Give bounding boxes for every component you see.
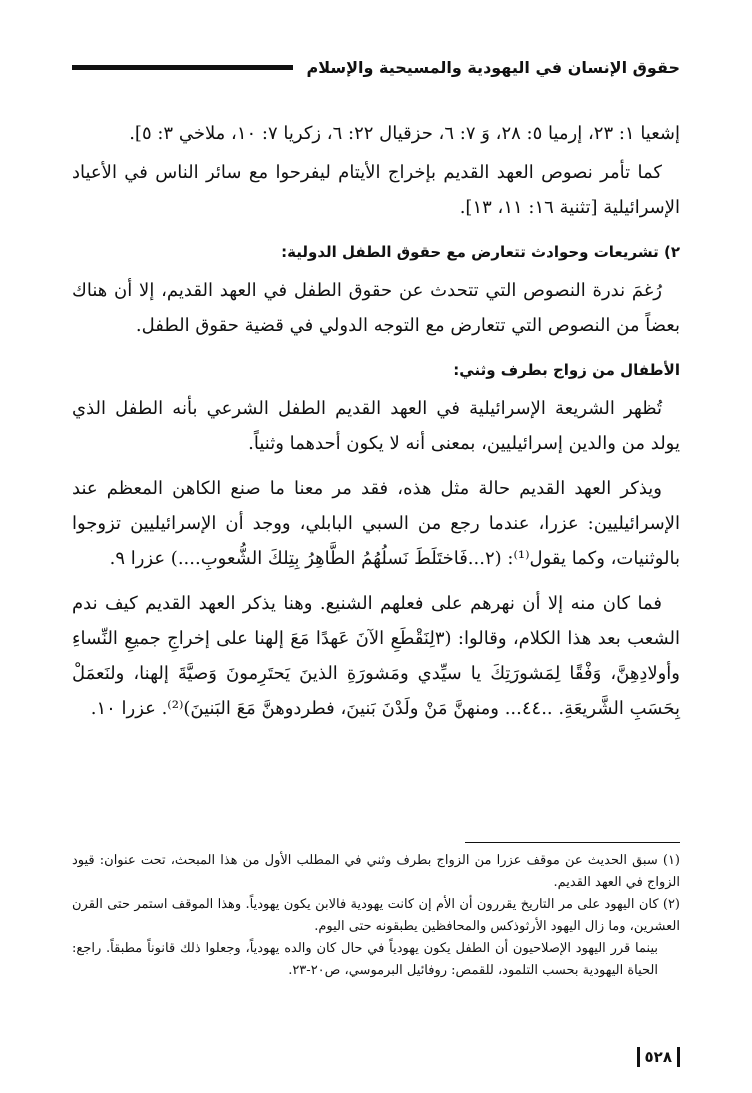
page-number: [637, 1046, 680, 1068]
page-number-bar-right: [677, 1047, 680, 1067]
footnote-separator: [465, 842, 680, 843]
paragraph-legitimate-child: تُظهر الشريعة الإسرائيلية في العهد القديم الطفل الشرعي بأنه الطفل الذي يولد من والدين إسرائيليين، بمعنى أنه لا يكون أحدهما وثنياً.: [72, 398, 680, 454]
page-number-value: ٥٢٨: [644, 1048, 672, 1066]
paragraph-people-repent: فما كان منه إلا أن نهرهم على فعلهم الشنيع. وهنا يذكر العهد القديم كيف ندم الشعب بعد هذا الكلام، وقالوا: (٣لِنَقْطَعِ الآنَ عَهدًا مَعَ إلهنا على إخراجِ جميعِ النِّساءِ وأولادِهِنَّ، وَفْقًا لِمَشورَتِكَ يا سيِّدي ومَشورَةِ الذينَ يَحتَرِمونَ وَصيَّةَ إلهنا، ولنَعمَلْ بِحَسَبِ الشَّريعَةِ. ..٤٤... ومنهنَّ مَنْ ولَدْنَ بَنينَ، فطردوهنَّ مَعَ البَنينَ)⁽²⁾. عزرا ١٠.: [72, 593, 680, 719]
page-number-bar-left: [637, 1047, 640, 1067]
running-title: حقوق الإنسان في اليهودية والمسيحية والإسلام: [306, 57, 680, 77]
paragraph-citation-continuation: إشعيا ١: ٢٣، إرميا ٥: ٢٨، وَ ٧: ٦، حزقيال ٢٢: ٦، زكريا ٧: ١٠، ملاخي ٣: ٥].: [129, 123, 680, 144]
footnote-1: (١) سبق الحديث عن موقف عزرا من الزواج بطرف وثني في المطلب الأول من هذا المبحث، تحت عنوان: قيود الزواج في العهد القديم.: [72, 853, 680, 890]
running-header: [72, 52, 680, 82]
footnote-2-continuation: بينما قرر اليهود الإصلاحيون أن الطفل يكون يهودياً في حال كان والده يهودياً، وجعلوا ذلك قانوناً مطبقاً. راجع: الحياة اليهودية بحسب التلمود، للقمص: روفائيل البرموسي، ص٢٠-٢٣.: [72, 941, 658, 978]
subheading-mixed-marriage-children: الأطفال من زواج بطرف وثني:: [453, 361, 680, 379]
paragraph-orphans-feasts: كما تأمر نصوص العهد القديم بإخراج الأيتام ليفرحوا مع سائر الناس في الأعياد الإسرائيلية [تثنية ١٦: ١١، ١٣].: [72, 162, 680, 218]
paragraph-rarity-of-texts: رُغمَ ندرة النصوص التي تتحدث عن حقوق الطفل في العهد القديم، إلا أن هناك بعضاً من النصوص التي تتعارض مع التوجه الدولي في قضية حقوق الطفل.: [72, 280, 680, 336]
header-rule: [72, 65, 293, 70]
footnotes: [72, 850, 680, 982]
footnote-2: (٢) كان اليهود على مر التاريخ يقررون أن الأم إن كانت يهودية فالابن يكون يهودياً. وهذا الموقف استمر حتى القرن العشرين، وما زال اليهود الأرثوذكس والمحافظين يطبقونه حتى اليوم.: [72, 897, 680, 934]
main-text: [72, 116, 680, 726]
paragraph-ezra-account: ويذكر العهد القديم حالة مثل هذه، فقد مر معنا ما صنع الكاهن المعظم عند الإسرائيليين: عزرا، عندما رجع من السبي البابلي، ووجد أن الإسرائيليين تزوجوا بالوثنيات، وكما يقول⁽¹⁾: (٢...فَاختَلَطَ نَسلُهُمُ الطَّاهِرُ بِتِلكَ الشُّعوبِ....) عزرا ٩.: [72, 478, 680, 569]
section-heading-conflicting-legislation: ٢) تشريعات وحوادث تتعارض مع حقوق الطفل الدولية:: [281, 243, 680, 261]
